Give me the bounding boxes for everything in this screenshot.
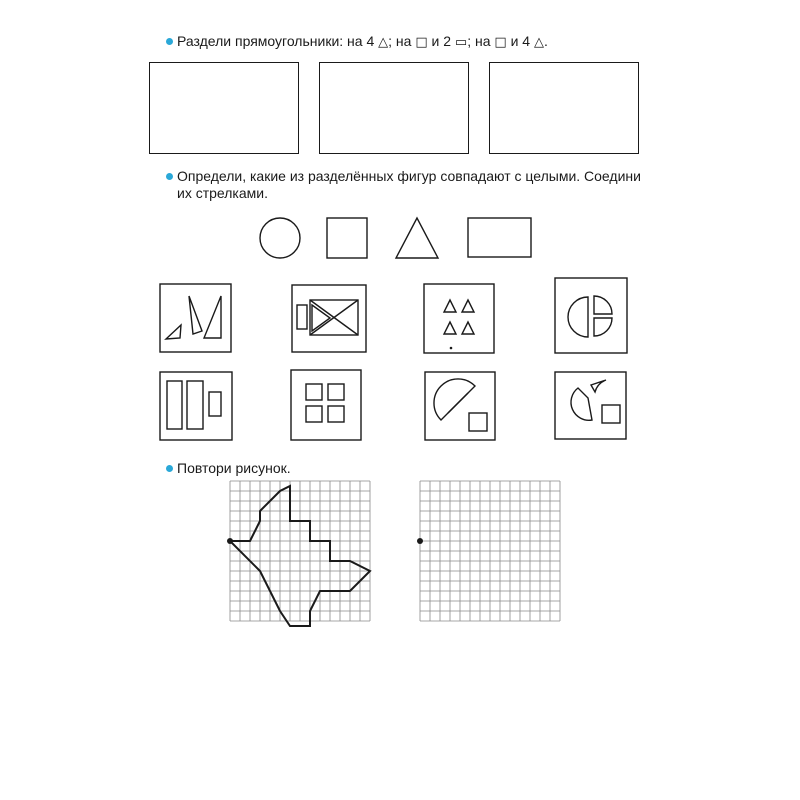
square-shape-icon[interactable] bbox=[327, 218, 367, 258]
rectangle-to-divide-3[interactable] bbox=[489, 62, 639, 154]
triangle-shape-icon[interactable] bbox=[396, 218, 438, 258]
reference-grid bbox=[230, 481, 370, 621]
task-1-text-e: и 4 bbox=[510, 33, 531, 49]
task-3-text: Повтори рисунок. bbox=[177, 460, 291, 476]
task-1-text-b: ; на bbox=[388, 33, 412, 49]
task-2-instruction bbox=[166, 168, 646, 202]
bullet-dot-icon bbox=[166, 465, 173, 472]
reference-figure-outline bbox=[230, 486, 370, 626]
rectangle-symbol-icon: ▭ bbox=[454, 35, 468, 50]
square-symbol-icon: □ bbox=[415, 35, 428, 50]
semicircle-with-square-icon[interactable] bbox=[425, 372, 495, 440]
triangles-pieces-icon[interactable] bbox=[160, 284, 231, 352]
drawing-grid[interactable] bbox=[420, 481, 560, 621]
bullet-dot-icon bbox=[166, 38, 173, 45]
circle-sector-with-square-icon[interactable] bbox=[555, 372, 626, 439]
circle-shape-icon[interactable] bbox=[260, 218, 300, 258]
four-triangles-icon[interactable] bbox=[424, 284, 494, 353]
rectangle-to-divide-1[interactable] bbox=[149, 62, 299, 154]
start-point-icon bbox=[227, 538, 233, 544]
triangle-symbol-icon: △ bbox=[533, 35, 544, 50]
task-2-text: Определи, какие из разделённых фигур совпадают с целыми. Соедини их стрелками. bbox=[177, 168, 641, 201]
task-1-text-f: . bbox=[543, 33, 548, 49]
square-symbol-icon: □ bbox=[494, 35, 507, 50]
triangle-symbol-icon: △ bbox=[378, 35, 389, 50]
task-3-instruction bbox=[166, 460, 291, 477]
task-1-text-c: и 2 bbox=[431, 33, 452, 49]
rectangle-strips-icon[interactable] bbox=[160, 372, 232, 440]
task-1-text-a: Раздели прямоугольники: на 4 bbox=[177, 33, 375, 49]
rectangle-shape-icon[interactable] bbox=[468, 218, 531, 257]
task-1-instruction bbox=[166, 33, 548, 51]
four-squares-icon[interactable] bbox=[291, 370, 361, 440]
rectangle-to-divide-2[interactable] bbox=[319, 62, 469, 154]
crossed-rectangle-pieces-icon[interactable] bbox=[292, 285, 366, 352]
bullet-dot-icon bbox=[166, 173, 173, 180]
start-point-icon[interactable] bbox=[417, 538, 423, 544]
circle-quarters-icon[interactable] bbox=[555, 278, 627, 353]
task-1-text-d: ; на bbox=[467, 33, 491, 49]
